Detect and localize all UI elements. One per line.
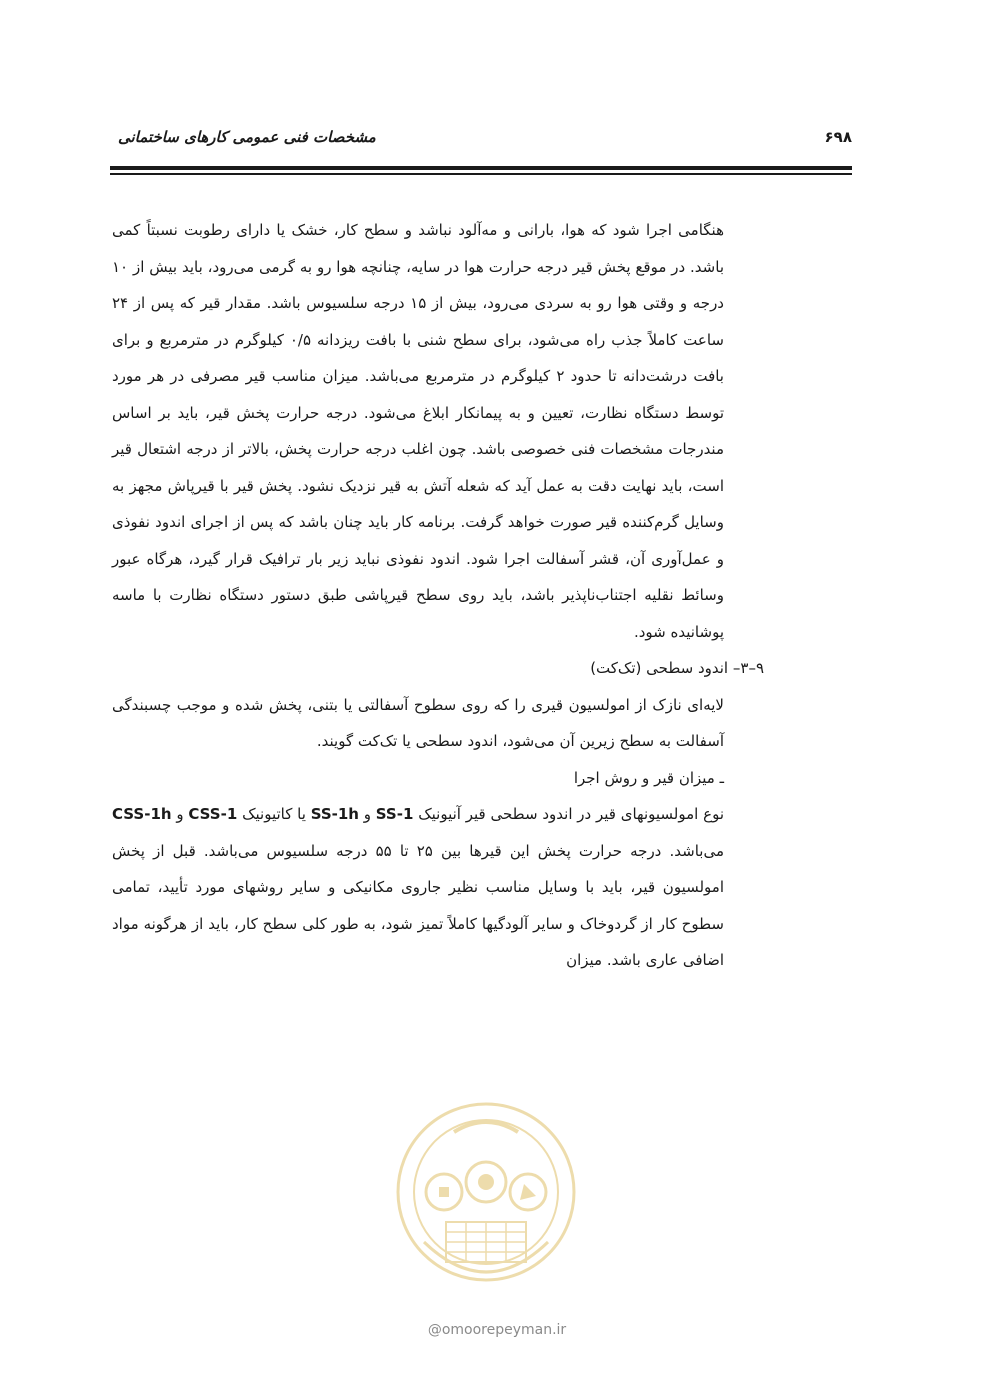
paragraph: لایه‌ای نازک از امولسیون قیری را که روی سطوح آسفالتی یا بتنی، پخش شده و موجب چسبندگی آسفالت به سطح زیرین آن می‌شود، اندود سطحی یا تک‌کت گویند. [112, 695, 724, 750]
paragraph [112, 796, 724, 979]
running-title: مشخصات فنی عمومی کارهای ساختمانی [118, 128, 376, 146]
emulsion-code: CSS-1 [188, 805, 238, 823]
section-heading: ۹–۳– اندود سطحی (تک‌کت) [590, 659, 764, 677]
emulsion-code: CSS-1h [112, 805, 172, 823]
footer-website [392, 1322, 602, 1338]
header-rule-thick [110, 166, 852, 170]
page-header [118, 118, 852, 158]
header-rule-thin [110, 173, 852, 175]
paragraph-text: یا کاتیونیک [237, 805, 311, 823]
publisher-seal-logo [384, 1092, 589, 1307]
emulsion-code: SS-1h [310, 805, 359, 823]
paragraph-text: و [171, 805, 189, 823]
paragraph-text: و [358, 805, 376, 823]
at-icon: @ [427, 1322, 442, 1338]
page-body [112, 212, 764, 979]
paragraph-text: می‌باشد. درجه حرارت پخش این قیرها بین ۲۵ تا ۵۵ درجه سلسیوس می‌باشد. قبل از پخش امولسیون قیر، باید با وسایل مناسب نظیر جاروی مکانیکی و سایر روشهای مورد تأیید، تمامی سطوح کار از گردوخاک و سایر آلودگیها کاملاً تمیز شود، به طور کلی سطح کار، باید از هرگونه مواد اضافی عاری باشد. میزان [112, 841, 725, 969]
emulsion-code: SS-1 [375, 805, 414, 823]
paragraph-text: نوع امولسیونهای قیر در اندود سطحی قیر آنیونیک [413, 805, 724, 823]
subheading: ـ میزان قیر و روش اجرا [573, 768, 724, 787]
website-text: omoorepeyman.ir [441, 1322, 567, 1338]
paragraph: هنگامی اجرا شود که هوا، بارانی و مه‌آلود نباشد و سطح کار، خشک یا دارای رطوبت نسبتاً کمی باشد. در موقع پخش قیر درجه حرارت هوا در سایه، چنانچه هوا رو به گرمی می‌رود، باید بیش از ۱۰ درجه و وقتی هوا رو به سردی می‌رود، بیش از ۱۵ درجه سلسیوس باشد. مقدار قیر که پس از ۲۴ ساعت کاملاً جذب راه می‌شود، برای سطح شنی با بافت ریزدانه ۰/۵ کیلوگرم در مترمربع و برای بافت درشت‌دانه تا حدود ۲ کیلوگرم در مترمربع می‌باشد. میزان مناسب قیر مصرفی در هر مورد توسط دستگاه نظارت، تعیین و به پیمانکار ابلاغ می‌شود. درجه حرارت پخش قیر، باید بر اساس مندرجات مشخصات فنی خصوصی باشد. چون اغلب درجه حرارت پخش، بالاتر از درجه اشتعال قیر است، باید نهایت دقت به عمل آید که شعله آتش به قیر نزدیک نشود. پخش قیر با قیرپاش مجهز به وسایل گرم‌کننده قیر صورت خواهد گرفت. برنامه کار باید چنان باشد که پس از اجرای اندود نفوذی و عمل‌آوری آن، قشر آسفالت اجرا شود. اندود نفوذی نباید زیر بار ترافیک قرار گیرد، هرگاه عبور وسائط نقلیه اجتناب‌ناپذیر باشد، باید روی سطح قیرپاشی طبق دستور دستگاه نظارت با ماسه پوشانیده شود. [112, 221, 724, 641]
page-number: ۶۹۸ [824, 128, 852, 146]
